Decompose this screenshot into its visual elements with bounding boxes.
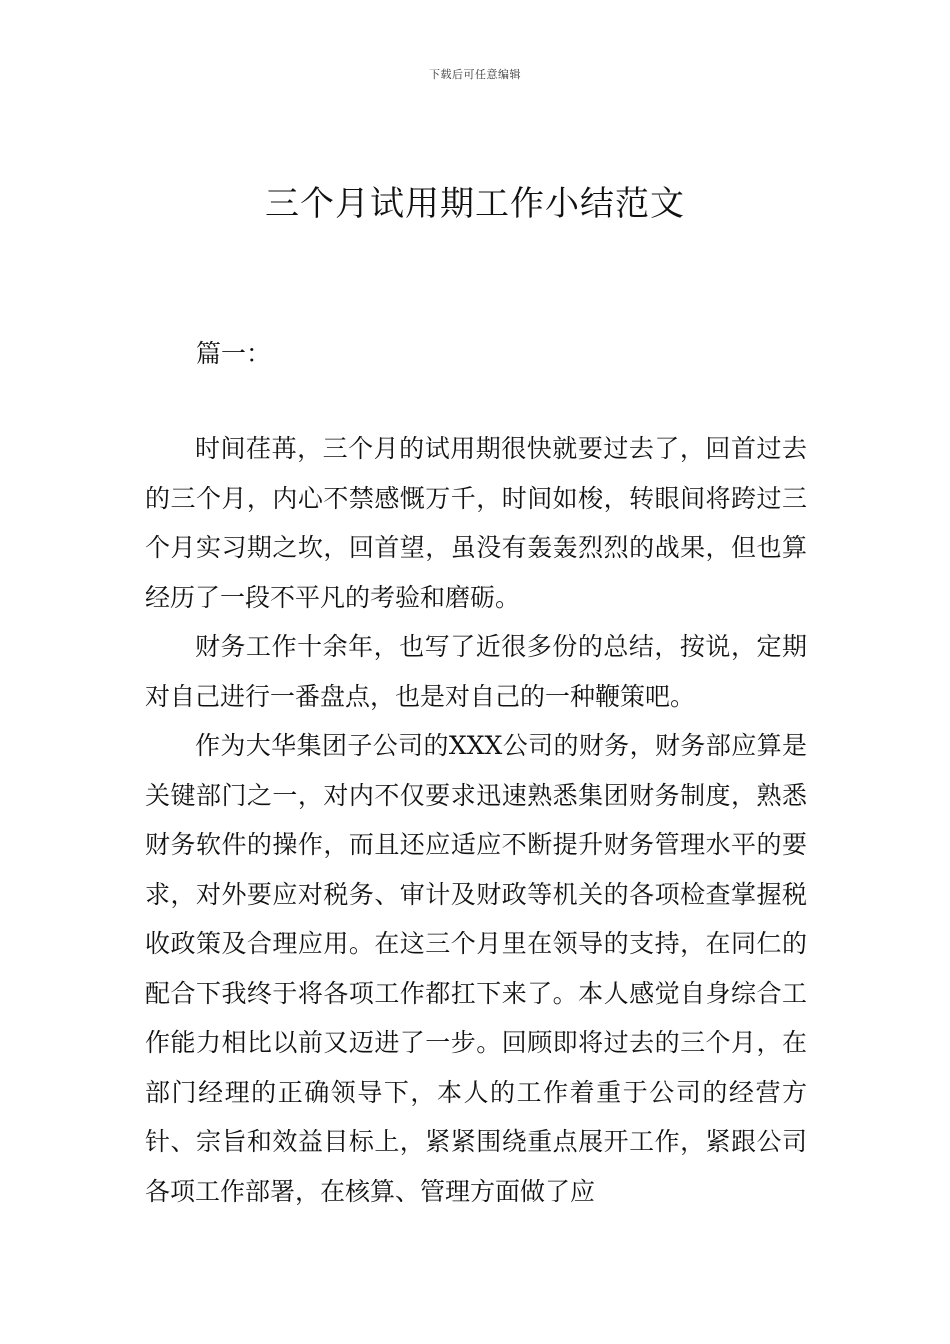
- paragraph: 时间荏苒，三个月的试用期很快就要过去了，回首过去的三个月，内心不禁感慨万千，时间如梭，转眼间将跨过三个月实习期之坎，回首望，虽没有轰轰烈烈的战果，但也算经历了一段不平凡的考验和磨砺。: [145, 434, 807, 612]
- paragraph: 作为大华集团子公司的XXX公司的财务，财务部应算是关键部门之一，对内不仅要求迅速熟悉集团财务制度，熟悉财务软件的操作，而且还应适应不断提升财务管理水平的要求，对外要应对税务、审计及财政等机关的各项检查掌握税收政策及合理应用。在这三个月里在领导的支持，在同仁的配合下我终于将各项工作都扛下来了。本人感觉自身综合工作能力相比以前又迈进了一步。回顾即将过去的三个月，在部门经理的正确领导下，本人的工作着重于公司的经营方针、宗旨和效益目标上，紧紧围绕重点展开工作，紧跟公司各项工作部署，在核算、管理方面做了应: [145, 731, 807, 1206]
- document-title: 三个月试用期工作小结范文: [265, 184, 685, 224]
- paragraph: 财务工作十余年，也写了近很多份的总结，按说，定期对自己进行一番盘点，也是对自己的一种鞭策吧。: [145, 632, 807, 711]
- header-note: 下载后可任意编辑: [429, 68, 521, 81]
- section-label: 篇一：: [196, 339, 272, 368]
- document-body: [145, 424, 807, 1216]
